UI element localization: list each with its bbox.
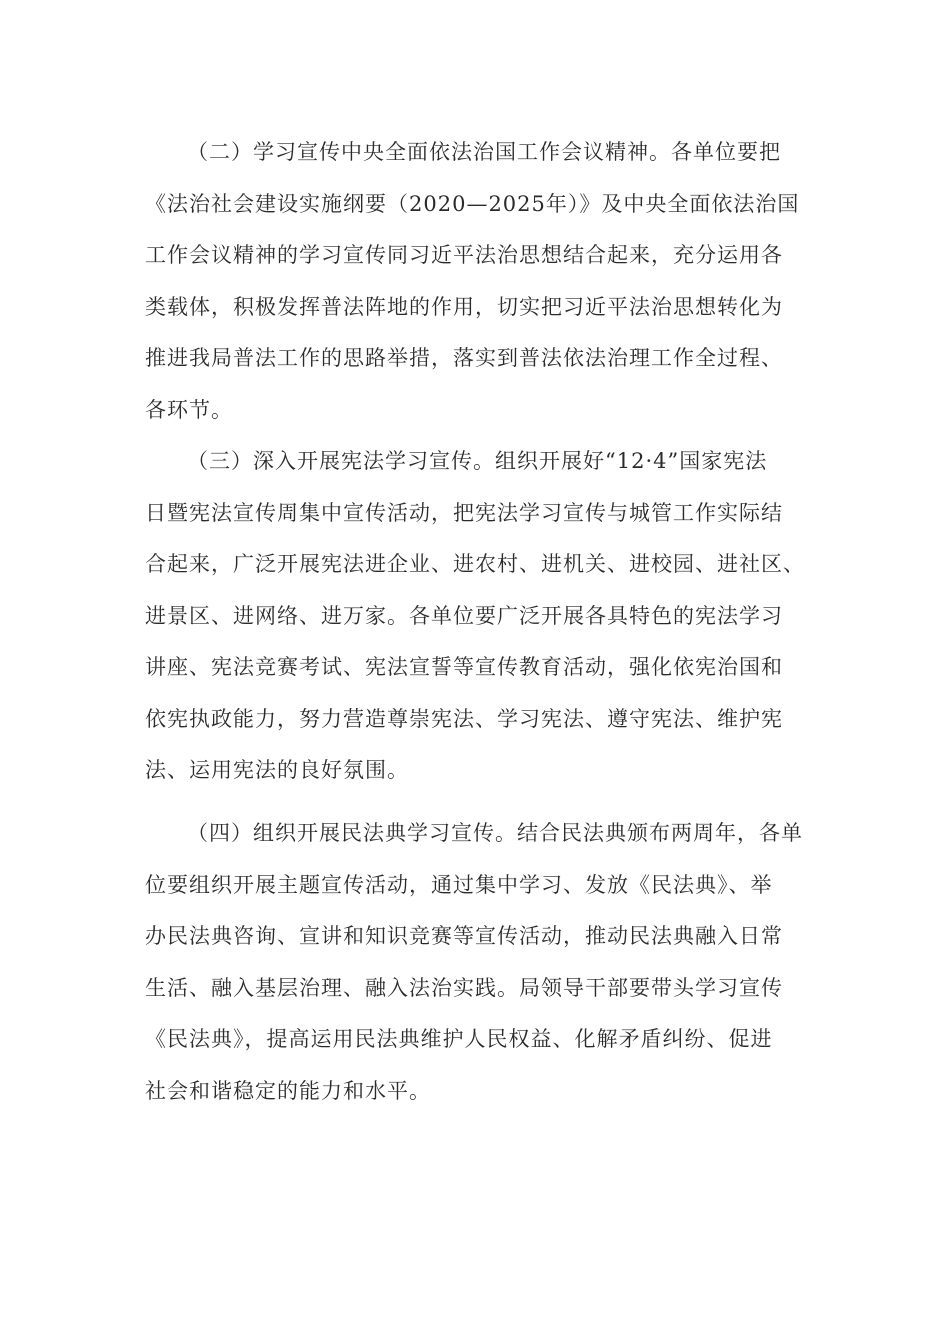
paragraph-line: （四）组织开展民法典学习宣传。结合民法典颁布两周年，各单 [187,821,803,845]
paragraph-line: 各环节。 [145,397,233,422]
paragraph-line: 法、运用宪法的良好氛围。 [145,758,409,782]
paragraph-line: 讲座、宪法竞赛考试、宪法宣誓等宣传教育活动，强化依宪治国和 [145,655,783,679]
paragraph-section-2 [145,127,815,436]
paragraph-line: 位要组织开展主题宣传活动，通过集中学习、发放《民法典》、举 [145,872,773,897]
paragraph-line: 日暨宪法宣传周集中宣传活动，把宪法学习宣传与城管工作实际结 [145,500,783,525]
paragraph-line: 社会和谐稳定的能力和水平。 [145,1078,431,1103]
paragraph-line: （二）学习宣传中央全面依法治国工作会议精神。各单位要把 [187,140,781,164]
paragraph-line: 合起来，广泛开展宪法进企业、进农村、进机关、进校园、进社区、 [145,552,805,576]
paragraph-line: 依宪执政能力，努力营造尊崇宪法、学习宪法、遵守宪法、维护宪 [145,706,783,731]
paragraph-line: 办民法典咨询、宣讲和知识竞赛等宣传活动，推动民法典融入日常 [145,924,783,948]
paragraph-line: 《法治社会建设实施纲要（2020—2025年）》及中央全面依法治国 [145,191,800,216]
paragraph-line: （三）深入开展宪法学习宣传。组织开展好“12·4”国家宪法 [187,449,768,473]
paragraph-line: 《民法典》，提高运用民法典维护人民权益、化解矛盾纠纷、促进 [145,1027,773,1051]
paragraph-line: 类载体，积极发挥普法阵地的作用，切实把习近平法治思想转化为 [145,294,783,319]
paragraph-line: 推进我局普法工作的思路举措，落实到普法依法治理工作全过程、 [145,346,783,370]
paragraph-section-4 [145,808,815,1117]
paragraph-line: 生活、融入基层治理、融入法治实践。局领导干部要带头学习宣传 [145,975,783,1000]
paragraph-line: 工作会议精神的学习宣传同习近平法治思想结合起来，充分运用各 [145,243,783,267]
paragraph-section-3 [145,436,815,797]
paragraph-line: 进景区、进网络、进万家。各单位要广泛开展各具特色的宪法学习 [145,603,783,628]
